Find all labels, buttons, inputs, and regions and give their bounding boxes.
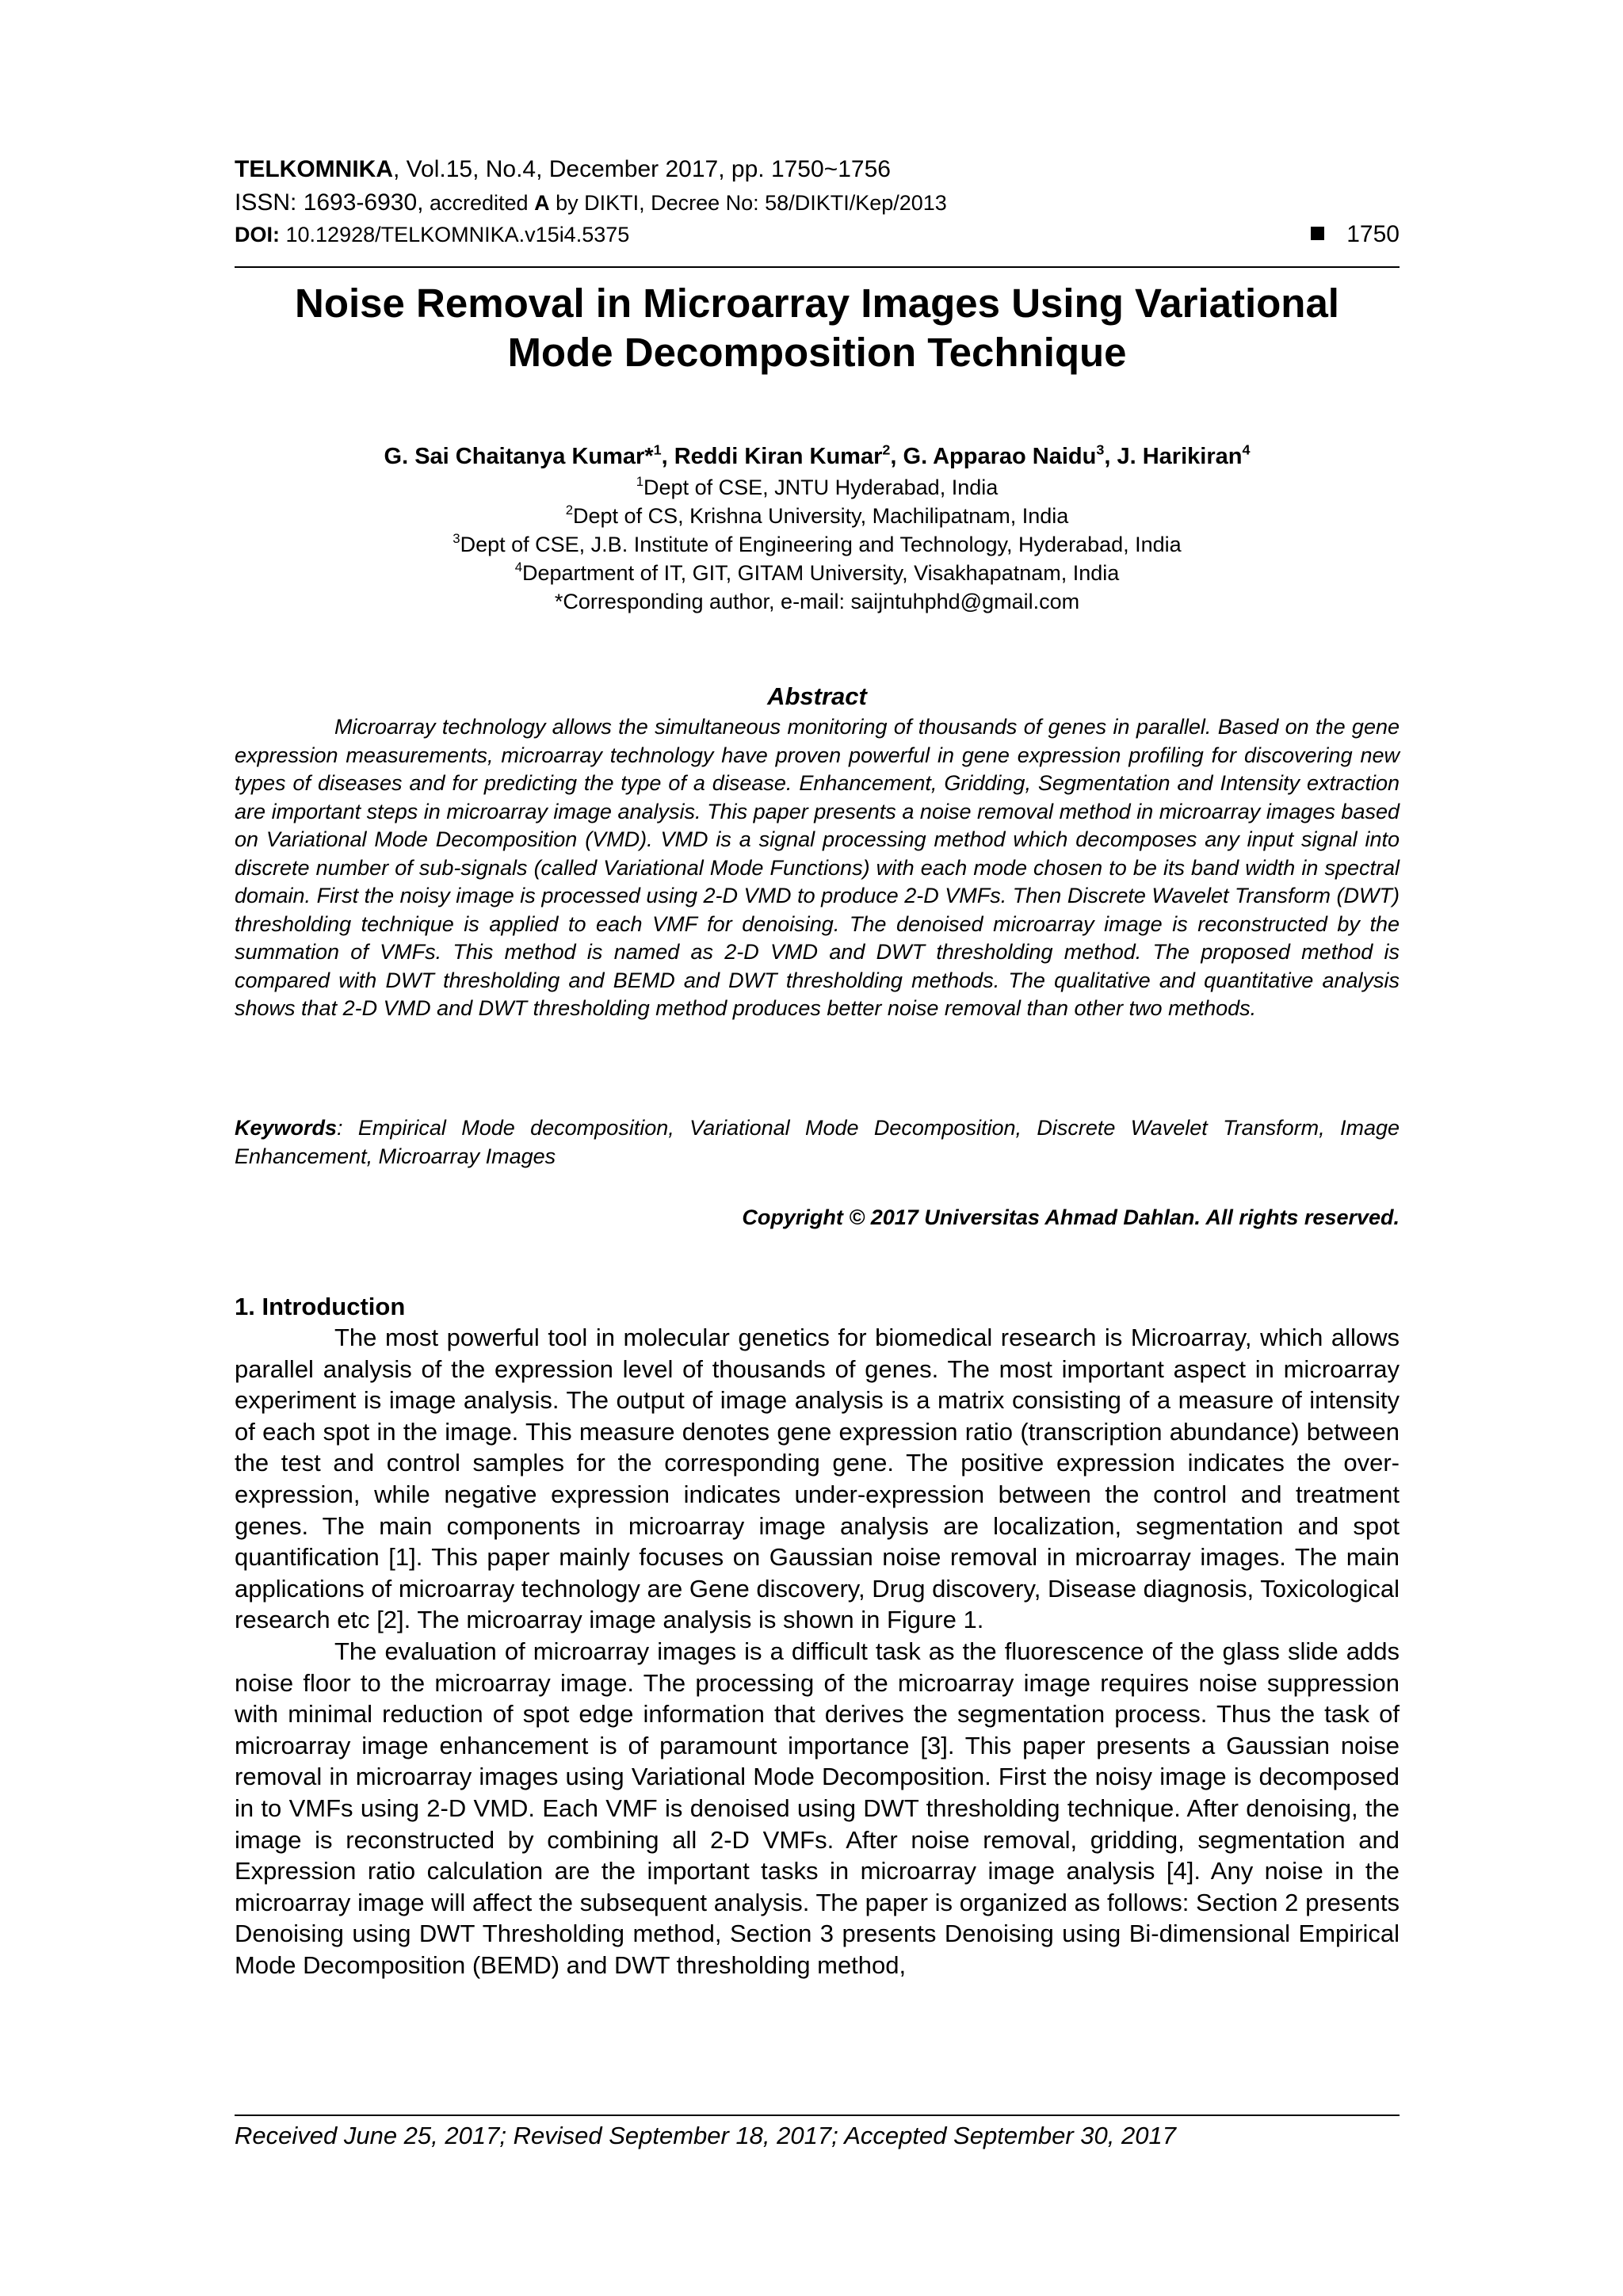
journal-citation: , Vol.15, No.4, December 2017, pp. 1750~1756 [392,156,891,182]
abstract-heading: Abstract [767,682,867,710]
author-affil-marker: 1 [653,441,662,458]
body-paragraph: The evaluation of microarray images is a difficult task as the fluorescence of the glass slide adds noise floor to the microarray image. The processing of the microarray image requires noise suppression with minimal reduction of spot edge information that derives the segmentation process. Thus the task of microarray image enhancement is of paramount importance [3]. This paper presents a Gaussian noise removal in microarray images using Variational Mode Decomposition. First the noisy image is decomposed in to VMFs using 2-D VMD. Each VMF is denoised using DWT thresholding technique. After denoising, the image is reconstructed by combining all 2-D VMFs. After noise removal, gridding, segmentation and Expression ratio calculation are the important tasks in microarray image analysis [4]. Any noise in the microarray image will affect the subsequent analysis. The paper is organized as follows: Section 2 presents Denoising using DWT Thresholding method, Section 3 presents Denoising using Bi-dimensional Empirical Mode Decomposition (BEMD) and DWT thresholding method, [235,1637,1400,1979]
corresponding-author: *Corresponding author, e-mail: saijntuhphd@gmail.com [554,590,1080,613]
doi-value: 10.12928/TELKOMNIKA.v15i4.5375 [280,223,630,246]
keywords-label: Keywords [235,1116,338,1140]
affil-text: Department of IT, GIT, GITAM University, Visakhapatnam, India [522,561,1120,585]
title-line-2: Mode Decomposition Technique [507,330,1127,375]
author-separator: , [890,444,903,469]
accredited-grade: A [534,191,550,215]
affil-marker: 4 [514,560,522,575]
square-bullet-icon [1311,227,1324,240]
affil-text: Dept of CSE, JNTU Hyderabad, India [643,476,999,499]
accredited-text: accredited [423,191,535,215]
affil-text: Dept of CS, Krishna University, Machilipatnam, India [573,504,1069,528]
affil-marker: 1 [636,474,644,490]
page-number: 1750 [1346,221,1400,247]
doi-line [235,220,1400,249]
author-affil-marker: 4 [1242,441,1251,458]
affiliation-3 [235,531,1400,559]
header-rule [235,266,1400,268]
page-number-block [1311,220,1400,249]
author-name: G. Sai Chaitanya Kumar* [384,444,654,469]
issn: ISSN: 1693-6930, [235,189,424,216]
author-affil-marker: 2 [882,441,891,458]
author-separator: , [1104,444,1117,469]
issn-line [235,189,1400,217]
author-name: G. Apparao Naidu [903,444,1097,469]
section-body [235,1322,1400,1981]
title-line-1: Noise Removal in Microarray Images Using Variational [295,281,1339,326]
affil-marker: 3 [453,531,460,547]
keywords-text: : Empirical Mode decomposition, Variational Mode Decomposition, Discrete Wavelet Transform, Image Enhancement, Microarray Images [235,1116,1400,1168]
affil-text: Dept of CSE, J.B. Institute of Engineering and Technology, Hyderabad, India [460,533,1182,556]
author-name: Reddi Kiran Kumar [674,444,883,469]
author-list [235,442,1400,471]
author-name: J. Harikiran [1117,444,1243,469]
keywords [235,1114,1400,1171]
abstract-text: Microarray technology allows the simultaneous monitoring of thousands of genes in parallel. Based on the gene expression measurements, microarray technology have proven powerful in gene expression profiling for discovering new types of diseases and for predicting the type of a disease. Enhancement, Gridding, Segmentation and Intensity extraction are important steps in microarray image analysis. This paper presents a noise removal method in microarray images based on Variational Mode Decomposition (VMD). VMD is a signal processing method which decomposes any input signal into discrete number of sub-signals (called Variational Mode Functions) with each mode chosen to be its band width in spectral domain. First the noisy image is processed using 2-D VMD to produce 2-D VMFs. Then Discrete Wavelet Transform (DWT) thresholding technique is applied to each VMF for denoising. The denoised microarray image is reconstructed by the summation of VMFs. This method is named as 2-D VMD and DWT thresholding method. The proposed method is compared with DWT thresholding and BEMD and DWT thresholding methods. The qualitative and quantitative analysis shows that 2-D VMD and DWT thresholding method produces better noise removal than other two methods. [235,715,1400,1020]
author-affil-marker: 3 [1096,441,1105,458]
doi-label: DOI: [235,223,280,246]
affiliation-4 [235,560,1400,587]
author-separator: , [661,444,674,469]
footer-rule [235,2115,1400,2116]
copyright-notice: Copyright © 2017 Universitas Ahmad Dahlan. All rights reserved. [742,1205,1400,1229]
affiliation-1 [235,474,1400,502]
section-heading: 1. Introduction [235,1293,406,1320]
received-dates: Received June 25, 2017; Revised September 18, 2017; Accepted September 30, 2017 [235,2122,1176,2149]
affiliation-2 [235,502,1400,530]
affil-marker: 2 [565,502,574,518]
accredited-decree: by DIKTI, Decree No: 58/DIKTI/Kep/2013 [549,191,947,215]
journal-citation-line [235,155,1400,184]
paper-title [235,279,1400,377]
body-paragraph: The most powerful tool in molecular genetics for biomedical research is Microarray, which allows parallel analysis of the expression level of thousands of genes. The most important aspect in microarray experiment is image analysis. The output of image analysis is a matrix consisting of a measure of intensity of each spot in the image. This measure denotes gene expression ratio (transcription abundance) between the test and control samples for the corresponding gene. The positive expression indicates the over-expression, while negative expression indicates under-expression between the control and treatment genes. The main components in microarray image analysis are localization, segmentation and spot quantification [1]. This paper mainly focuses on Gaussian noise removal in microarray images. The main applications of microarray technology are Gene discovery, Drug discovery, Disease diagnosis, Toxicological research etc [2]. The microarray image analysis is shown in Figure 1. [235,1324,1400,1634]
journal-name: TELKOMNIKA [235,156,393,182]
